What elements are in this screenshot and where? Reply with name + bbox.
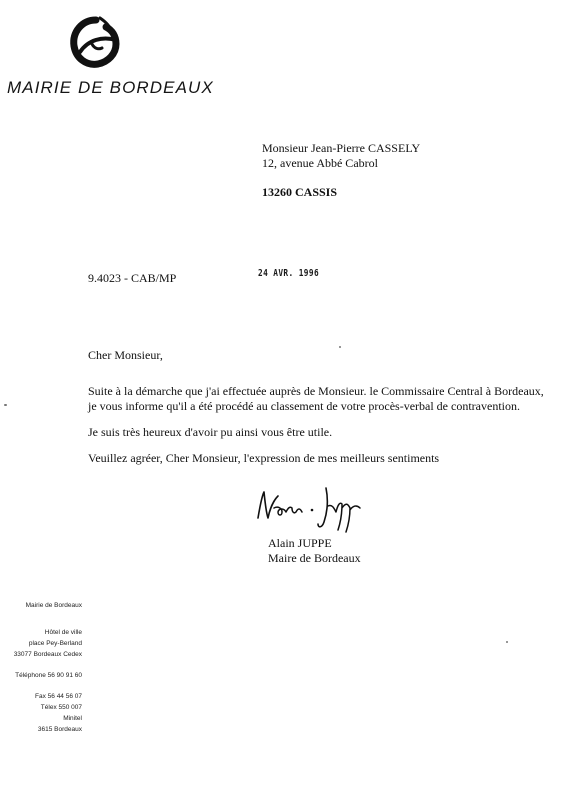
footer-fax: Fax 56 44 56 07: [35, 693, 82, 700]
closing: Veuillez agréer, Cher Monsieur, l'expression de mes meilleurs sentiments: [88, 451, 440, 465]
reference-number: 9.4023 - CAB/MP: [88, 271, 177, 285]
mairie-de-bordeaux-emblem-icon: [66, 14, 126, 76]
footer-address-line-1: Hôtel de ville: [44, 629, 82, 636]
date-stamp: 24 AVR. 1996: [258, 268, 320, 279]
paragraph-1-line-2: je vous informe qu'il a été procédé au classement de votre procès-verbal de contravention.: [88, 399, 520, 413]
footer-address-line-3: 33077 Bordeaux Cedex: [13, 651, 82, 658]
scan-speck: [506, 641, 508, 643]
footer-telex: Télex 550 007: [40, 704, 82, 711]
footer-telephone-block: [0, 670, 82, 681]
signatory-block: [268, 536, 361, 566]
letter-body: [88, 348, 558, 466]
salutation: Cher Monsieur,: [88, 348, 163, 362]
org-name: MAIRIE DE BORDEAUX: [7, 78, 214, 97]
scan-speck: [339, 346, 341, 348]
recipient-name: Monsieur Jean-Pierre CASSELY: [262, 141, 421, 155]
footer-address-block: [0, 627, 82, 660]
footer-address-line-2: place Pey-Berland: [28, 640, 82, 647]
footer-org: Mairie de Bordeaux: [25, 602, 82, 609]
signatory-title: Maire de Bordeaux: [268, 551, 361, 565]
footer-org-block: [0, 600, 82, 611]
footer-contact-block: [0, 691, 82, 735]
scan-speck: [4, 404, 7, 406]
signatory-name: Alain JUPPE: [268, 536, 332, 550]
letterhead-footer: [0, 600, 82, 751]
recipient-street: 12, avenue Abbé Cabrol: [262, 156, 378, 170]
recipient-address: [262, 141, 420, 200]
footer-minitel-value: 3615 Bordeaux: [37, 726, 82, 733]
paragraph-1-line-1: Suite à la démarche que j'ai effectuée auprès de Monsieur. le Commissaire Central à Bordeaux,: [88, 384, 544, 398]
footer-telephone: Téléphone 56 90 91 60: [15, 672, 82, 679]
paragraph-2: Je suis très heureux d'avoir pu ainsi vous être utile.: [88, 425, 333, 439]
recipient-city: 13260 CASSIS: [262, 185, 338, 199]
footer-minitel-label: Minitel: [63, 715, 82, 722]
handwritten-signature: [252, 478, 372, 534]
